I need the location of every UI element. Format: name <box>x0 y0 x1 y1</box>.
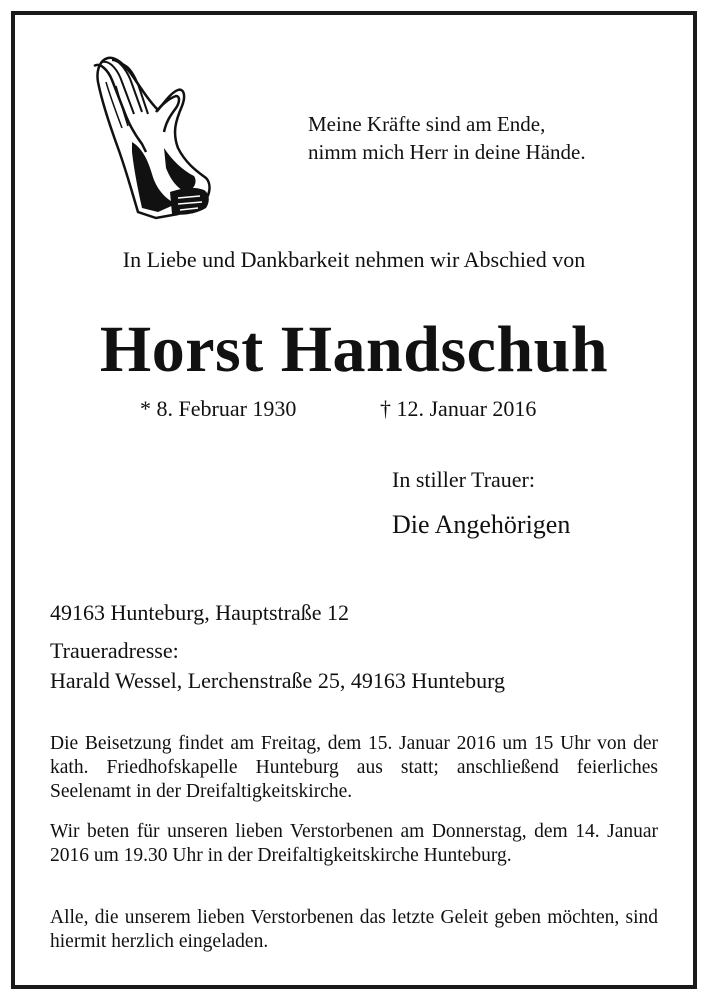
death-date: † 12. Januar 2016 <box>380 396 537 421</box>
verse-line-2: nimm mich Herr in deine Hände. <box>308 140 586 164</box>
intro-text: In Liebe und Dankbarkeit nehmen wir Abschied von <box>122 247 586 272</box>
verse <box>308 110 648 166</box>
invitation-paragraph: Alle, die unserem lieben Verstorbenen das letzte Geleit geben möchten, sind hiermit herzlich eingeladen. <box>50 907 658 952</box>
prayer-paragraph: Wir beten für unseren lieben Verstorbenen am Donnerstag, dem 14. Januar 2016 um 19.30 Uhr in der Dreifaltigkeitskirche Hunteburg. <box>50 821 658 866</box>
verse-line-1: Meine Kräfte sind am Ende, <box>308 112 546 136</box>
family-signature: Die Angehörigen <box>392 510 571 539</box>
home-address: 49163 Hunteburg, Hauptstraße 12 <box>50 600 349 625</box>
funeral-paragraph: Die Beisetzung findet am Freitag, dem 15. Januar 2016 um 15 Uhr von der kath. Friedhofskapelle Hunteburg aus statt; anschließend feierliches Seelenamt in der Dreifaltigkeitskirche. <box>50 733 658 802</box>
mourning-label: In stiller Trauer: <box>392 467 535 492</box>
praying-hands-icon <box>86 52 216 222</box>
mourning-address <box>50 636 505 696</box>
mourning-address-value: Harald Wessel, Lerchenstraße 25, 49163 Hunteburg <box>50 668 506 693</box>
birth-date: * 8. Februar 1930 <box>140 396 297 421</box>
deceased-name: Horst Handschuh <box>99 313 609 386</box>
mourning-address-label: Traueradresse: <box>50 638 179 663</box>
